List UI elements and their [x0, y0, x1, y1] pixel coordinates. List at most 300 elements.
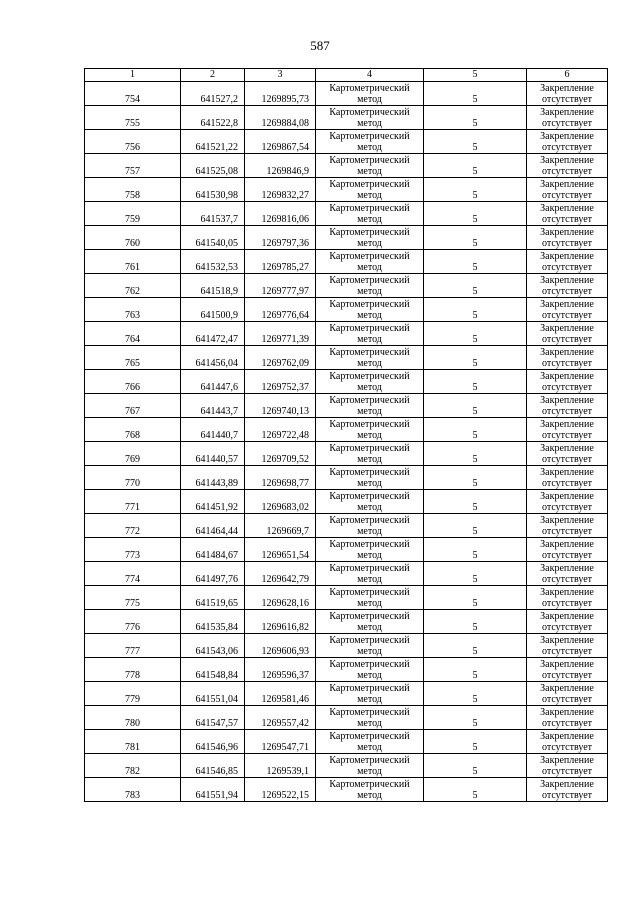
y-coordinate-cell: 1269581,46: [245, 682, 316, 706]
fixation-line-2: отсутствует: [541, 262, 593, 273]
table-row: [85, 754, 608, 778]
method-cell: [316, 658, 424, 682]
point-number-cell: 771: [85, 490, 181, 514]
y-coordinate-cell: 1269683,02: [245, 490, 316, 514]
method-line-2: метод: [357, 718, 382, 729]
method-cell: [316, 538, 424, 562]
table-row: [85, 634, 608, 658]
point-number-cell: 762: [85, 274, 181, 298]
accuracy-cell: 5: [424, 418, 527, 442]
table-row: [85, 586, 608, 610]
method-line-1: Картометрический: [329, 707, 410, 718]
method-line-2: метод: [357, 622, 382, 633]
accuracy-cell: 5: [424, 298, 527, 322]
method-cell: [316, 130, 424, 154]
method-line-2: метод: [357, 166, 382, 177]
method-line-1: Картометрический: [329, 635, 410, 646]
fixation-line-2: отсутствует: [541, 646, 593, 657]
fixation-line-1: Закрепление: [540, 251, 594, 262]
x-coordinate-cell: 641527,2: [181, 82, 245, 106]
fixation-cell: [527, 538, 608, 562]
column-header: 3: [245, 69, 316, 82]
x-coordinate-cell: 641440,57: [181, 442, 245, 466]
y-coordinate-cell: 1269709,52: [245, 442, 316, 466]
table-row: [85, 658, 608, 682]
table-row: [85, 490, 608, 514]
method-line-2: метод: [357, 550, 382, 561]
fixation-line-2: отсутствует: [541, 382, 593, 393]
y-coordinate-cell: 1269785,27: [245, 250, 316, 274]
fixation-line-1: Закрепление: [540, 731, 594, 742]
table-row: [85, 442, 608, 466]
accuracy-cell: 5: [424, 754, 527, 778]
method-line-2: метод: [357, 742, 382, 753]
x-coordinate-cell: 641500,9: [181, 298, 245, 322]
point-number-cell: 773: [85, 538, 181, 562]
table-row: [85, 226, 608, 250]
y-coordinate-cell: 1269628,16: [245, 586, 316, 610]
y-coordinate-cell: 1269669,7: [245, 514, 316, 538]
y-coordinate-cell: 1269867,54: [245, 130, 316, 154]
fixation-cell: [527, 370, 608, 394]
column-header: 6: [527, 69, 608, 82]
fixation-line-1: Закрепление: [540, 755, 594, 766]
point-number-cell: 781: [85, 730, 181, 754]
y-coordinate-cell: 1269642,79: [245, 562, 316, 586]
method-cell: [316, 106, 424, 130]
fixation-line-2: отсутствует: [541, 670, 593, 681]
method-line-2: метод: [357, 94, 382, 105]
method-line-1: Картометрический: [329, 299, 410, 310]
y-coordinate-cell: 1269557,42: [245, 706, 316, 730]
point-number-cell: 758: [85, 178, 181, 202]
y-coordinate-cell: 1269606,93: [245, 634, 316, 658]
table-row: [85, 682, 608, 706]
y-coordinate-cell: 1269776,64: [245, 298, 316, 322]
fixation-line-2: отсутствует: [541, 502, 593, 513]
table-row: [85, 274, 608, 298]
fixation-cell: [527, 298, 608, 322]
point-number-cell: 754: [85, 82, 181, 106]
method-line-1: Картометрический: [329, 107, 410, 118]
header-row: [85, 69, 608, 82]
method-line-2: метод: [357, 430, 382, 441]
table-body: [85, 69, 608, 802]
x-coordinate-cell: 641456,04: [181, 346, 245, 370]
point-number-cell: 778: [85, 658, 181, 682]
method-line-2: метод: [357, 574, 382, 585]
point-number-cell: 760: [85, 226, 181, 250]
y-coordinate-cell: 1269722,48: [245, 418, 316, 442]
table-row: [85, 778, 608, 802]
method-cell: [316, 730, 424, 754]
table-row: [85, 730, 608, 754]
method-line-2: метод: [357, 310, 382, 321]
x-coordinate-cell: 641497,76: [181, 562, 245, 586]
method-line-1: Картометрический: [329, 347, 410, 358]
accuracy-cell: 5: [424, 490, 527, 514]
fixation-cell: [527, 586, 608, 610]
fixation-line-2: отсутствует: [541, 358, 593, 369]
x-coordinate-cell: 641522,8: [181, 106, 245, 130]
fixation-cell: [527, 754, 608, 778]
fixation-line-1: Закрепление: [540, 347, 594, 358]
method-cell: [316, 682, 424, 706]
fixation-cell: [527, 274, 608, 298]
fixation-line-1: Закрепление: [540, 203, 594, 214]
method-line-2: метод: [357, 766, 382, 777]
accuracy-cell: 5: [424, 394, 527, 418]
fixation-cell: [527, 82, 608, 106]
method-line-2: метод: [357, 478, 382, 489]
y-coordinate-cell: 1269616,82: [245, 610, 316, 634]
fixation-line-2: отсутствует: [541, 214, 593, 225]
point-number-cell: 783: [85, 778, 181, 802]
fixation-cell: [527, 634, 608, 658]
method-line-2: метод: [357, 334, 382, 345]
point-number-cell: 759: [85, 202, 181, 226]
fixation-line-2: отсутствует: [541, 742, 593, 753]
method-cell: [316, 346, 424, 370]
coordinates-table: [84, 68, 608, 802]
x-coordinate-cell: 641532,53: [181, 250, 245, 274]
method-line-1: Картометрический: [329, 755, 410, 766]
method-line-2: метод: [357, 358, 382, 369]
fixation-line-2: отсутствует: [541, 430, 593, 441]
fixation-line-2: отсутствует: [541, 166, 593, 177]
fixation-line-2: отсутствует: [541, 766, 593, 777]
fixation-cell: [527, 682, 608, 706]
method-line-1: Картометрический: [329, 563, 410, 574]
y-coordinate-cell: 1269539,1: [245, 754, 316, 778]
fixation-line-2: отсутствует: [541, 454, 593, 465]
y-coordinate-cell: 1269884,08: [245, 106, 316, 130]
x-coordinate-cell: 641521,22: [181, 130, 245, 154]
method-cell: [316, 586, 424, 610]
fixation-cell: [527, 514, 608, 538]
fixation-line-1: Закрепление: [540, 587, 594, 598]
fixation-cell: [527, 346, 608, 370]
method-line-1: Картометрический: [329, 611, 410, 622]
fixation-cell: [527, 562, 608, 586]
fixation-line-2: отсутствует: [541, 406, 593, 417]
method-cell: [316, 706, 424, 730]
y-coordinate-cell: 1269698,77: [245, 466, 316, 490]
fixation-line-1: Закрепление: [540, 539, 594, 550]
method-line-2: метод: [357, 646, 382, 657]
method-cell: [316, 778, 424, 802]
y-coordinate-cell: 1269771,39: [245, 322, 316, 346]
point-number-cell: 777: [85, 634, 181, 658]
method-line-2: метод: [357, 454, 382, 465]
method-line-1: Картометрический: [329, 131, 410, 142]
accuracy-cell: 5: [424, 514, 527, 538]
fixation-line-2: отсутствует: [541, 334, 593, 345]
fixation-line-1: Закрепление: [540, 491, 594, 502]
accuracy-cell: 5: [424, 130, 527, 154]
point-number-cell: 770: [85, 466, 181, 490]
fixation-cell: [527, 178, 608, 202]
method-cell: [316, 226, 424, 250]
point-number-cell: 782: [85, 754, 181, 778]
fixation-line-2: отсутствует: [541, 142, 593, 153]
y-coordinate-cell: 1269651,54: [245, 538, 316, 562]
y-coordinate-cell: 1269762,09: [245, 346, 316, 370]
method-line-1: Картометрический: [329, 443, 410, 454]
point-number-cell: 756: [85, 130, 181, 154]
method-line-1: Картометрический: [329, 83, 410, 94]
table-row: [85, 370, 608, 394]
point-number-cell: 764: [85, 322, 181, 346]
column-header: 4: [316, 69, 424, 82]
table-row: [85, 154, 608, 178]
fixation-line-1: Закрепление: [540, 443, 594, 454]
method-line-2: метод: [357, 190, 382, 201]
x-coordinate-cell: 641551,04: [181, 682, 245, 706]
accuracy-cell: 5: [424, 250, 527, 274]
x-coordinate-cell: 641472,47: [181, 322, 245, 346]
method-line-1: Картометрический: [329, 659, 410, 670]
method-cell: [316, 442, 424, 466]
accuracy-cell: 5: [424, 778, 527, 802]
point-number-cell: 780: [85, 706, 181, 730]
fixation-line-2: отсутствует: [541, 286, 593, 297]
fixation-cell: [527, 106, 608, 130]
fixation-cell: [527, 706, 608, 730]
method-cell: [316, 394, 424, 418]
x-coordinate-cell: 641443,89: [181, 466, 245, 490]
fixation-line-1: Закрепление: [540, 227, 594, 238]
fixation-line-1: Закрепление: [540, 419, 594, 430]
column-header: 2: [181, 69, 245, 82]
method-line-1: Картометрический: [329, 539, 410, 550]
fixation-cell: [527, 466, 608, 490]
fixation-cell: [527, 322, 608, 346]
method-line-1: Картометрический: [329, 515, 410, 526]
table-row: [85, 538, 608, 562]
y-coordinate-cell: 1269547,71: [245, 730, 316, 754]
table-row: [85, 322, 608, 346]
method-line-2: метод: [357, 670, 382, 681]
accuracy-cell: 5: [424, 658, 527, 682]
accuracy-cell: 5: [424, 442, 527, 466]
point-number-cell: 774: [85, 562, 181, 586]
y-coordinate-cell: 1269777,97: [245, 274, 316, 298]
fixation-line-1: Закрепление: [540, 707, 594, 718]
method-line-1: Картометрический: [329, 491, 410, 502]
y-coordinate-cell: 1269895,73: [245, 82, 316, 106]
point-number-cell: 763: [85, 298, 181, 322]
fixation-cell: [527, 442, 608, 466]
accuracy-cell: 5: [424, 226, 527, 250]
x-coordinate-cell: 641484,67: [181, 538, 245, 562]
table-row: [85, 562, 608, 586]
fixation-cell: [527, 418, 608, 442]
fixation-line-1: Закрепление: [540, 299, 594, 310]
method-cell: [316, 154, 424, 178]
table-row: [85, 706, 608, 730]
method-line-1: Картометрический: [329, 683, 410, 694]
fixation-cell: [527, 610, 608, 634]
method-line-1: Картометрический: [329, 395, 410, 406]
accuracy-cell: 5: [424, 154, 527, 178]
method-cell: [316, 178, 424, 202]
fixation-line-2: отсутствует: [541, 598, 593, 609]
method-line-1: Картометрический: [329, 731, 410, 742]
fixation-line-2: отсутствует: [541, 574, 593, 585]
table-row: [85, 202, 608, 226]
method-cell: [316, 754, 424, 778]
table-row: [85, 514, 608, 538]
y-coordinate-cell: 1269596,37: [245, 658, 316, 682]
method-line-2: метод: [357, 118, 382, 129]
method-line-1: Картометрический: [329, 323, 410, 334]
fixation-cell: [527, 226, 608, 250]
table-row: [85, 250, 608, 274]
method-line-1: Картометрический: [329, 227, 410, 238]
method-line-2: метод: [357, 526, 382, 537]
fixation-line-2: отсутствует: [541, 478, 593, 489]
method-line-2: метод: [357, 214, 382, 225]
fixation-line-1: Закрепление: [540, 371, 594, 382]
point-number-cell: 776: [85, 610, 181, 634]
fixation-line-1: Закрепление: [540, 683, 594, 694]
x-coordinate-cell: 641551,94: [181, 778, 245, 802]
fixation-line-1: Закрепление: [540, 275, 594, 286]
method-line-1: Картометрический: [329, 371, 410, 382]
x-coordinate-cell: 641447,6: [181, 370, 245, 394]
x-coordinate-cell: 641443,7: [181, 394, 245, 418]
y-coordinate-cell: 1269740,13: [245, 394, 316, 418]
point-number-cell: 766: [85, 370, 181, 394]
point-number-cell: 761: [85, 250, 181, 274]
point-number-cell: 765: [85, 346, 181, 370]
fixation-line-2: отсутствует: [541, 238, 593, 249]
accuracy-cell: 5: [424, 82, 527, 106]
accuracy-cell: 5: [424, 346, 527, 370]
point-number-cell: 779: [85, 682, 181, 706]
point-number-cell: 768: [85, 418, 181, 442]
y-coordinate-cell: 1269752,37: [245, 370, 316, 394]
fixation-line-2: отсутствует: [541, 790, 593, 801]
method-line-1: Картометрический: [329, 155, 410, 166]
fixation-line-1: Закрепление: [540, 659, 594, 670]
x-coordinate-cell: 641548,84: [181, 658, 245, 682]
method-cell: [316, 466, 424, 490]
table-row: [85, 610, 608, 634]
fixation-line-2: отсутствует: [541, 118, 593, 129]
accuracy-cell: 5: [424, 682, 527, 706]
method-cell: [316, 370, 424, 394]
fixation-cell: [527, 250, 608, 274]
method-cell: [316, 418, 424, 442]
fixation-line-2: отсутствует: [541, 622, 593, 633]
fixation-line-1: Закрепление: [540, 635, 594, 646]
x-coordinate-cell: 641546,85: [181, 754, 245, 778]
method-line-2: метод: [357, 238, 382, 249]
method-line-1: Картометрический: [329, 203, 410, 214]
method-line-1: Картометрический: [329, 251, 410, 262]
method-cell: [316, 322, 424, 346]
accuracy-cell: 5: [424, 274, 527, 298]
point-number-cell: 757: [85, 154, 181, 178]
table-row: [85, 418, 608, 442]
x-coordinate-cell: 641451,92: [181, 490, 245, 514]
y-coordinate-cell: 1269797,36: [245, 226, 316, 250]
fixation-line-1: Закрепление: [540, 83, 594, 94]
method-line-2: метод: [357, 502, 382, 513]
method-cell: [316, 490, 424, 514]
table-row: [85, 346, 608, 370]
fixation-cell: [527, 490, 608, 514]
page-number: 587: [310, 38, 330, 53]
y-coordinate-cell: 1269846,9: [245, 154, 316, 178]
point-number-cell: 775: [85, 586, 181, 610]
fixation-line-1: Закрепление: [540, 395, 594, 406]
fixation-line-1: Закрепление: [540, 155, 594, 166]
x-coordinate-cell: 641546,96: [181, 730, 245, 754]
accuracy-cell: 5: [424, 202, 527, 226]
point-number-cell: 772: [85, 514, 181, 538]
fixation-line-1: Закрепление: [540, 515, 594, 526]
method-line-1: Картометрический: [329, 419, 410, 430]
fixation-line-2: отсутствует: [541, 526, 593, 537]
accuracy-cell: 5: [424, 370, 527, 394]
method-cell: [316, 250, 424, 274]
fixation-line-1: Закрепление: [540, 563, 594, 574]
accuracy-cell: 5: [424, 178, 527, 202]
x-coordinate-cell: 641547,57: [181, 706, 245, 730]
method-line-2: метод: [357, 694, 382, 705]
fixation-line-2: отсутствует: [541, 694, 593, 705]
fixation-line-1: Закрепление: [540, 131, 594, 142]
table-row: [85, 394, 608, 418]
table-row: [85, 298, 608, 322]
accuracy-cell: 5: [424, 322, 527, 346]
method-line-2: метод: [357, 790, 382, 801]
fixation-cell: [527, 730, 608, 754]
method-cell: [316, 634, 424, 658]
method-line-2: метод: [357, 286, 382, 297]
method-line-2: метод: [357, 598, 382, 609]
x-coordinate-cell: 641537,7: [181, 202, 245, 226]
column-header: 1: [85, 69, 181, 82]
x-coordinate-cell: 641525,08: [181, 154, 245, 178]
method-cell: [316, 514, 424, 538]
x-coordinate-cell: 641543,06: [181, 634, 245, 658]
accuracy-cell: 5: [424, 586, 527, 610]
fixation-line-2: отсутствует: [541, 310, 593, 321]
fixation-cell: [527, 394, 608, 418]
accuracy-cell: 5: [424, 106, 527, 130]
fixation-cell: [527, 658, 608, 682]
y-coordinate-cell: 1269832,27: [245, 178, 316, 202]
y-coordinate-cell: 1269522,15: [245, 778, 316, 802]
fixation-line-2: отсутствует: [541, 94, 593, 105]
x-coordinate-cell: 641464,44: [181, 514, 245, 538]
method-line-1: Картометрический: [329, 179, 410, 190]
fixation-line-1: Закрепление: [540, 179, 594, 190]
fixation-cell: [527, 130, 608, 154]
accuracy-cell: 5: [424, 706, 527, 730]
fixation-cell: [527, 202, 608, 226]
fixation-line-1: Закрепление: [540, 323, 594, 334]
method-line-2: метод: [357, 142, 382, 153]
fixation-line-1: Закрепление: [540, 779, 594, 790]
method-line-1: Картометрический: [329, 779, 410, 790]
x-coordinate-cell: 641530,98: [181, 178, 245, 202]
fixation-line-2: отсутствует: [541, 718, 593, 729]
